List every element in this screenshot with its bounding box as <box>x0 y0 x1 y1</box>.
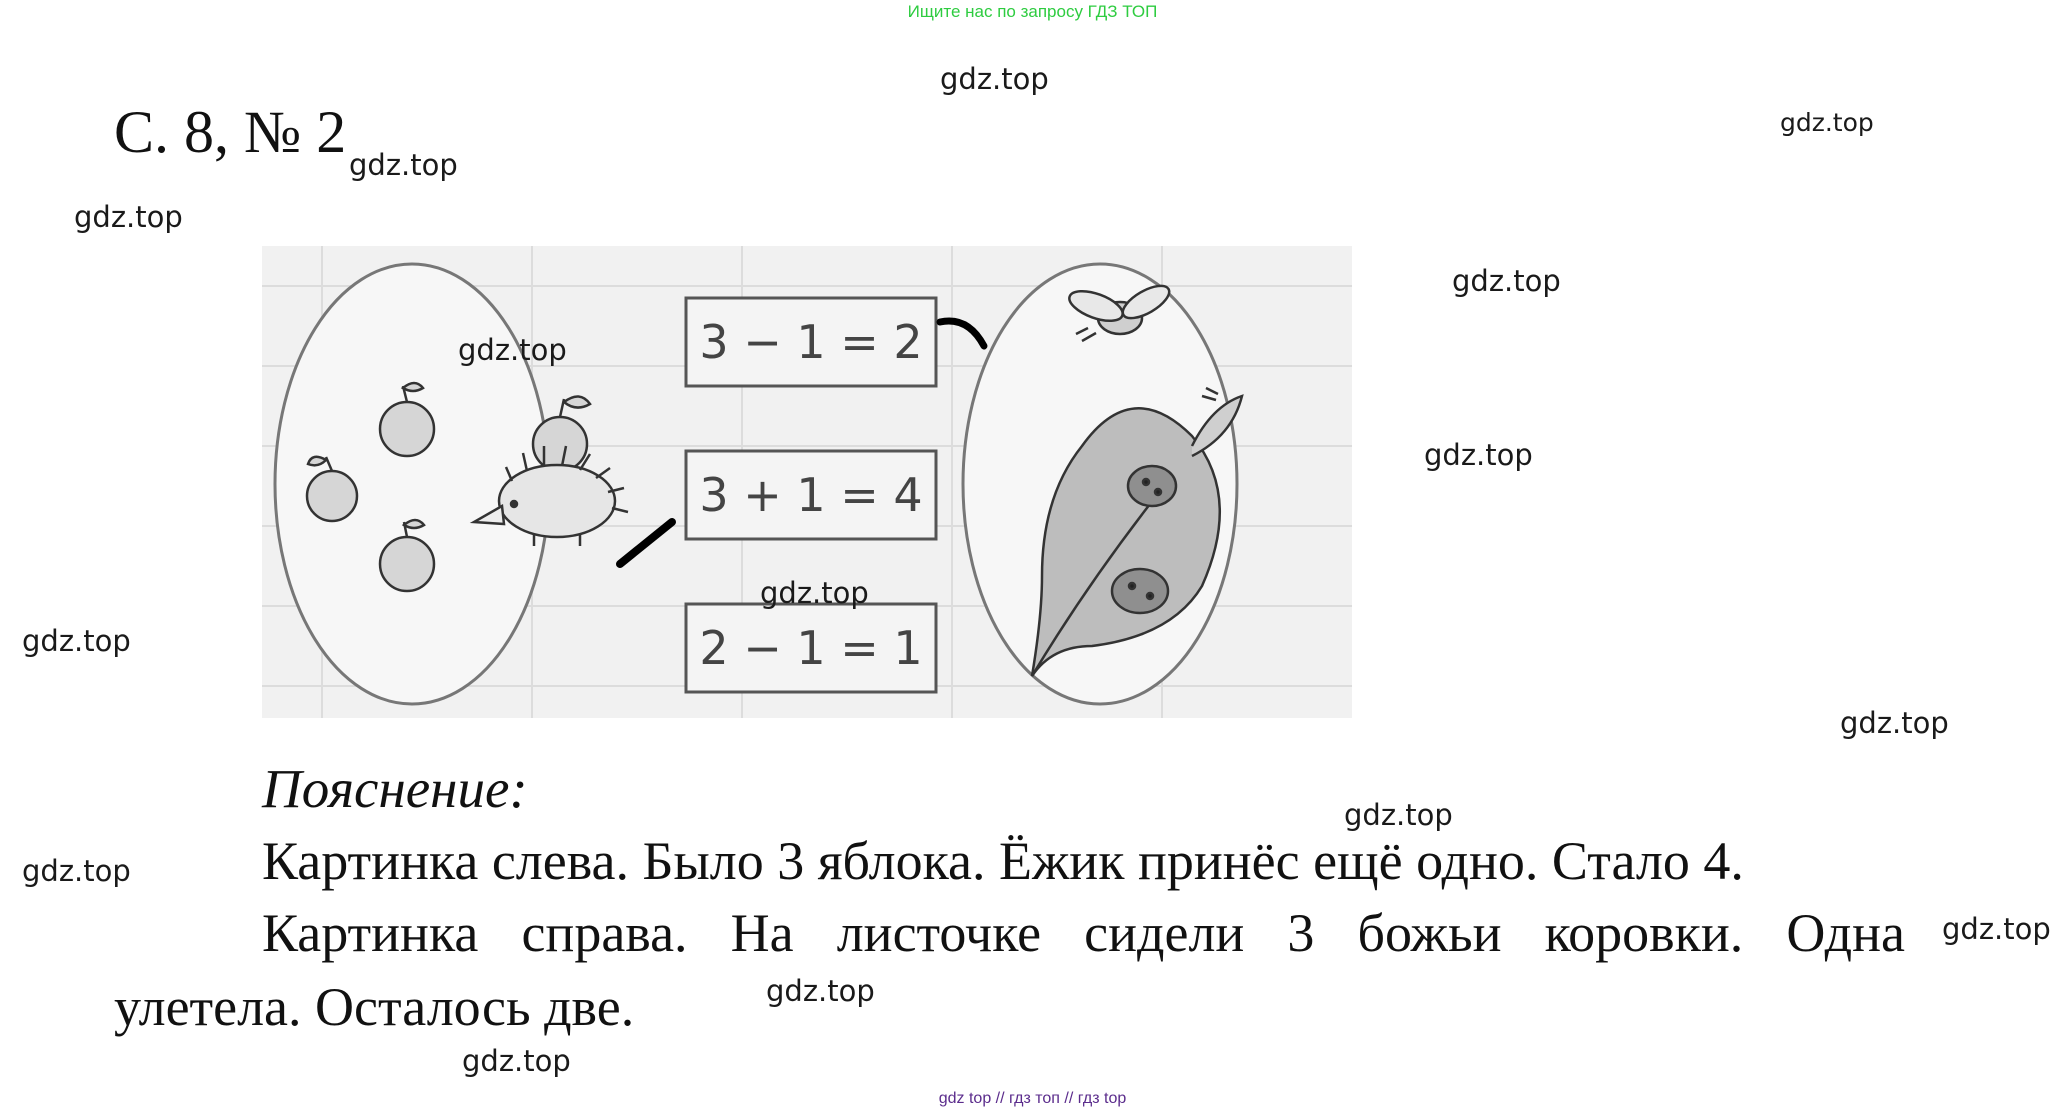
watermark: gdz.top <box>940 62 1049 96</box>
equation-text: 3 − 1 = 2 <box>699 315 923 369</box>
explanation-line-1: Картинка слева. Было 3 яблока. Ёжик принёс ещё одно. Стало 4. <box>262 831 1744 891</box>
watermark: gdz.top <box>462 1044 571 1078</box>
equation-text: 3 + 1 = 4 <box>699 468 923 522</box>
watermark: gdz.top <box>1840 706 1949 740</box>
explanation-line-2: Картинка справа. На листочке сидели 3 божьи коровки. Одна <box>262 903 1905 963</box>
exercise-figure <box>262 246 1352 718</box>
footer-link[interactable]: gdz top <box>938 1090 992 1107</box>
watermark: gdz.top <box>1344 798 1453 832</box>
equation-box-3[interactable] <box>686 604 936 692</box>
watermark: gdz.top <box>74 200 183 234</box>
watermark: gdz.top <box>1780 108 1874 137</box>
watermark: gdz.top <box>349 148 458 182</box>
watermark: gdz.top <box>458 333 567 367</box>
footer-link[interactable]: гдз топ <box>1009 1090 1060 1107</box>
equation-box-2[interactable] <box>686 451 936 539</box>
watermark: gdz.top <box>760 576 869 610</box>
watermark: gdz.top <box>22 854 131 888</box>
explanation-title: Пояснение: <box>262 758 528 819</box>
answer-line-right <box>940 321 984 346</box>
watermark: gdz.top <box>766 974 875 1008</box>
explanation-line-3: улетела. Осталось две. <box>114 977 635 1037</box>
equation-box-1[interactable] <box>686 298 936 386</box>
watermark: gdz.top <box>1424 438 1533 472</box>
page-title: С. 8, № 2 <box>114 99 347 165</box>
equation-text: 2 − 1 = 1 <box>699 621 923 675</box>
watermark: gdz.top <box>22 624 131 658</box>
footer-separator: // <box>995 1090 1005 1107</box>
answer-line-left <box>620 522 672 564</box>
footer-link[interactable]: гдз top <box>1077 1090 1127 1107</box>
watermark: gdz.top <box>1452 264 1561 298</box>
watermark: gdz.top <box>1942 912 2051 946</box>
search-banner-link[interactable]: Ищите нас по запросу ГДЗ ТОП <box>907 2 1158 21</box>
footer-separator: // <box>1064 1090 1074 1107</box>
footer-links <box>0 1090 2065 1108</box>
